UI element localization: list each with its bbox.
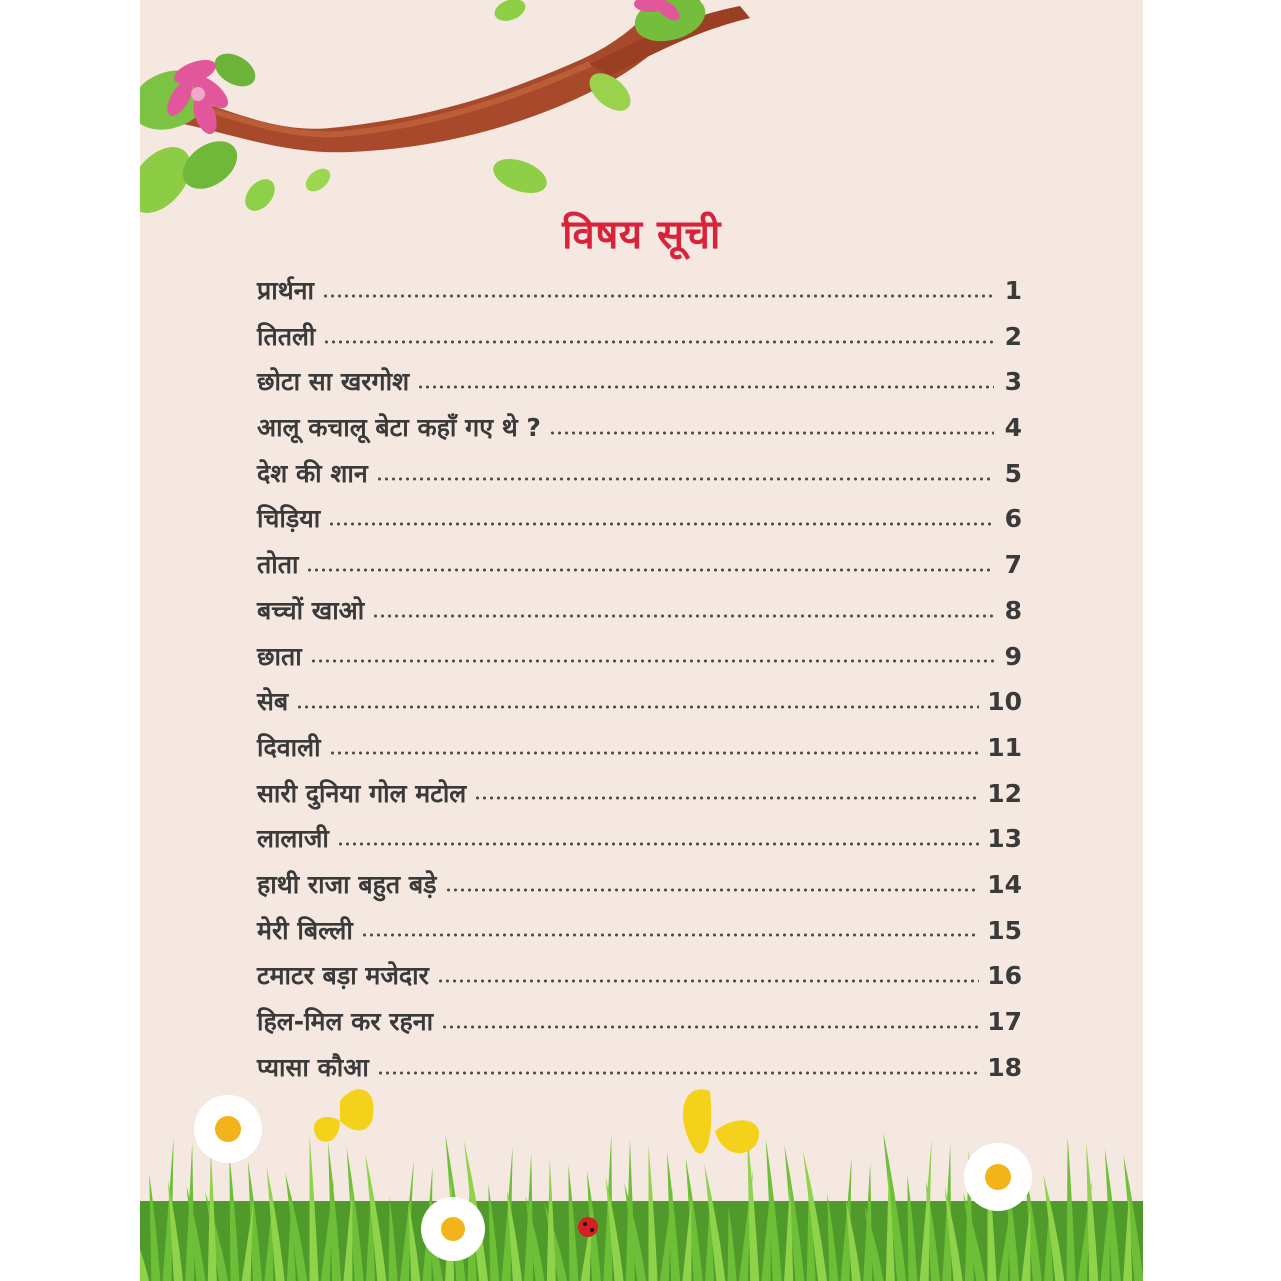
dot-leader bbox=[329, 751, 980, 755]
daisy-icon bbox=[964, 1143, 1032, 1211]
toc-entry-title: चिड़िया bbox=[257, 504, 321, 534]
dot-leader bbox=[337, 842, 979, 846]
toc-entry[interactable] bbox=[257, 588, 1022, 634]
toc-entry-page: 10 bbox=[987, 687, 1022, 717]
daisy-icon bbox=[194, 1095, 262, 1163]
ladybug-icon bbox=[578, 1217, 598, 1237]
toc-entry-page: 6 bbox=[1004, 504, 1022, 534]
toc-entry[interactable] bbox=[257, 268, 1022, 314]
dot-leader bbox=[445, 888, 980, 892]
toc-entry[interactable] bbox=[257, 451, 1022, 497]
dot-leader bbox=[377, 1071, 979, 1075]
dot-leader bbox=[322, 294, 994, 298]
toc-entry-title: मेरी बिल्ली bbox=[257, 915, 353, 945]
toc-entry-title: प्रार्थना bbox=[257, 276, 315, 305]
toc-entry-page: 7 bbox=[1004, 550, 1022, 580]
toc-entry[interactable] bbox=[257, 679, 1022, 725]
toc-entry[interactable] bbox=[257, 314, 1022, 360]
toc-entry[interactable] bbox=[257, 634, 1022, 680]
toc-entry[interactable] bbox=[257, 862, 1022, 908]
toc-entry-page: 16 bbox=[987, 961, 1022, 991]
toc-entry-title: टमाटर बड़ा मजेदार bbox=[257, 961, 429, 991]
toc-page bbox=[140, 0, 1143, 1281]
toc-entry[interactable] bbox=[257, 359, 1022, 405]
tree-branch-illustration bbox=[140, 0, 840, 230]
toc-entry-title: छाता bbox=[257, 641, 302, 671]
toc-entry-title: आलू कचालू बेटा कहाँ गए थे ? bbox=[257, 413, 541, 443]
grass-illustration bbox=[140, 1081, 1143, 1281]
toc-entry-title: सारी दुनिया गोल मटोल bbox=[257, 778, 467, 808]
dot-leader bbox=[441, 1025, 979, 1029]
toc-entry-page: 11 bbox=[987, 732, 1022, 762]
toc-entry-title: दिवाली bbox=[257, 732, 321, 762]
toc-entry-page: 12 bbox=[987, 778, 1022, 808]
dot-leader bbox=[474, 796, 979, 800]
dot-leader bbox=[549, 431, 994, 435]
toc-entry[interactable] bbox=[257, 816, 1022, 862]
dot-leader bbox=[437, 979, 979, 983]
toc-entry-page: 9 bbox=[1004, 641, 1022, 671]
dot-leader bbox=[306, 568, 994, 572]
toc-entry[interactable] bbox=[257, 908, 1022, 954]
toc-entry[interactable] bbox=[257, 999, 1022, 1045]
toc-entry-page: 13 bbox=[987, 824, 1022, 854]
toc-entry-page: 4 bbox=[1004, 413, 1022, 443]
table-of-contents bbox=[257, 268, 1022, 1090]
toc-entry-title: हाथी राजा बहुत बड़े bbox=[257, 869, 437, 899]
toc-entry-title: हिल-मिल कर रहना bbox=[257, 1007, 434, 1036]
toc-entry-page: 3 bbox=[1004, 367, 1022, 397]
toc-entry-title: छोटा सा खरगोश bbox=[257, 367, 410, 397]
toc-entry-page: 8 bbox=[1004, 595, 1022, 625]
page-title: विषय सूची bbox=[562, 212, 721, 258]
toc-entry-title: तितली bbox=[257, 321, 316, 351]
butterfly-icon bbox=[314, 1089, 374, 1141]
toc-entry[interactable] bbox=[257, 496, 1022, 542]
toc-entry-page: 1 bbox=[1004, 276, 1022, 305]
toc-entry-title: देश की शान bbox=[257, 458, 368, 488]
dot-leader bbox=[296, 705, 979, 709]
dot-leader bbox=[372, 614, 994, 618]
toc-entry-page: 15 bbox=[987, 915, 1022, 945]
toc-entry-title: सेब bbox=[257, 687, 289, 717]
dot-leader bbox=[323, 340, 994, 344]
toc-entry-title: बच्चों खाओ bbox=[257, 595, 365, 625]
toc-entry-title: प्यासा कौआ bbox=[257, 1052, 369, 1082]
dot-leader bbox=[328, 522, 994, 526]
toc-entry[interactable] bbox=[257, 405, 1022, 451]
butterfly-icon bbox=[683, 1089, 759, 1153]
toc-entry-page: 17 bbox=[987, 1007, 1022, 1036]
toc-entry-page: 2 bbox=[1004, 321, 1022, 351]
toc-entry[interactable] bbox=[257, 953, 1022, 999]
toc-entry-page: 18 bbox=[987, 1052, 1022, 1082]
dot-leader bbox=[376, 477, 994, 481]
toc-entry-title: तोता bbox=[257, 550, 299, 580]
toc-entry[interactable] bbox=[257, 542, 1022, 588]
dot-leader bbox=[417, 385, 994, 389]
daisy-icon bbox=[421, 1197, 485, 1261]
toc-entry[interactable] bbox=[257, 771, 1022, 817]
dot-leader bbox=[361, 933, 979, 937]
dot-leader bbox=[310, 659, 994, 663]
toc-entry-page: 14 bbox=[987, 869, 1022, 899]
toc-entry-title: लालाजी bbox=[257, 824, 329, 854]
toc-entry[interactable] bbox=[257, 725, 1022, 771]
toc-entry-page: 5 bbox=[1004, 458, 1022, 488]
